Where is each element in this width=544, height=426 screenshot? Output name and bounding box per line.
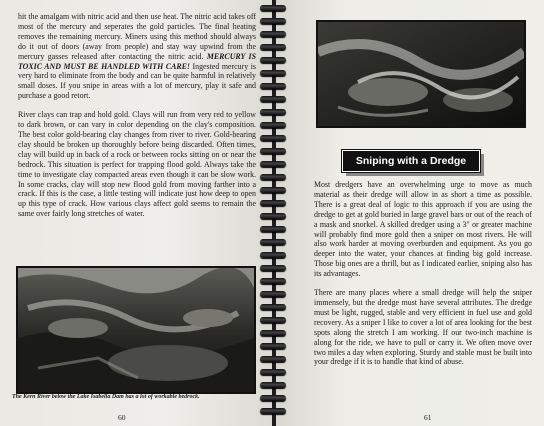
binding-ring [258, 82, 288, 91]
binding-ring [258, 381, 288, 390]
binding-ring [258, 186, 288, 195]
left-text-block [18, 12, 256, 228]
binding-ring [258, 251, 288, 260]
section-heading: Sniping with a Dredge [342, 150, 480, 172]
binding-ring [258, 30, 288, 39]
dredge-photo [316, 20, 526, 128]
binding-ring [258, 147, 288, 156]
left-paragraph-1: hit the amalgam with nitric acid and then use heat. The nitric acid takes off most of the mercury and seperates the gold particles. The final heating removes the remaining mercury. Miners using this method should always do it out of doors (away from people) and stay way upwind from the mercury gasses released after contacting the nitric acid. MERCURY IS TOXIC AND MUST BE HANDLED WITH CARE! Ingested mercury is very hard to eliminate from the body and can be quite harmful in relatively small doses. If you snipe in areas with a lot of mercury, play it safe and purchase a good retort. [18, 12, 256, 101]
binding-ring [258, 212, 288, 221]
binding-ring [258, 342, 288, 351]
binding-ring [258, 69, 288, 78]
river-rocks-image [318, 22, 524, 126]
binding-ring [258, 290, 288, 299]
binding-ring [258, 17, 288, 26]
kern-river-photo [16, 266, 256, 394]
binding-ring [258, 264, 288, 273]
page-number-left: 60 [118, 413, 126, 422]
photo-caption: The Kern River below the Lake Isabella Dam has a lot of workable bedrock. [12, 394, 200, 400]
binding-ring [258, 316, 288, 325]
binding-ring [258, 56, 288, 65]
binding-ring [258, 329, 288, 338]
binding-ring [258, 303, 288, 312]
binding-ring [258, 355, 288, 364]
right-page [276, 0, 544, 426]
binding-ring [258, 43, 288, 52]
binding-ring [258, 160, 288, 169]
binding-ring [258, 394, 288, 403]
binding-ring [258, 238, 288, 247]
binding-ring [258, 225, 288, 234]
binding-ring [258, 4, 288, 13]
mercury-warning: MERCURY IS TOXIC AND MUST BE HANDLED WITH CARE! [18, 51, 256, 71]
right-text-block [314, 180, 532, 376]
left-paragraph-2: River clays can trap and hold gold. Clays will run from very red to yellow to dark brown, or can vary in color depending on the clay's composition. The best color gold-bearing clay changes from river to river. Gold-bearing clay should be broken up thoroughly before being discarded. Often times, clay will build up in back of a rock or between rocks sitting on or near the bedrock. This situation is perfect for trapping flood gold. Always take the time to investigate clay compacted areas even though it can be slow work. In some cracks, clay will stop new flood gold from moving farther into a crack. If this is the case, a little testing will indicate just how deep to open up this type of crack. How various clays affect gold seems to remain the same over fairly long stretches of water. [18, 110, 256, 219]
binding-ring [258, 121, 288, 130]
right-paragraph-1: Most dredgers have an overwhelming urge to move as much material as their dredge will allow in as short a time as possible. There is a great deal of logic to this approach if you are using the dredge to get at gold buried in large gravel bars or out of the reach of a mask and snorkel. A skilled dredger using a 3" or greater machine will probably find more gold then a sniper on most rivers. He will also work harder at moving overburden and equipment. As you go deeper into the water, your chances at finding big gold increase. Those big ones are a thrill, but as I indicated earlier, sniping also has its advantages. [314, 180, 532, 279]
spiral-binding [258, 0, 288, 426]
binding-ring [258, 199, 288, 208]
binding-ring [258, 173, 288, 182]
binding-ring [258, 277, 288, 286]
binding-ring [258, 108, 288, 117]
right-paragraph-2: There are many places where a small dredge will help the sniper immensely, but the dredge must have several attributes. The dredge must be light, rugged, stable and very efficient in fuel use and gold recovery. As a sniper I like to cover a lot of area looking for the best spots along the stretch I am working. If our two-inch machine is along for the ride, we have to pull or carry it. We often move over two miles a day when exploring. Sturdy and stable must be built into your dredge if it is to handle that kind of abuse. [314, 288, 532, 367]
page-number-right: 61 [424, 413, 432, 422]
river-bedrock-image [18, 268, 254, 392]
binding-ring [258, 95, 288, 104]
binding-ring [258, 134, 288, 143]
binding-ring [258, 368, 288, 377]
binding-ring [258, 407, 288, 416]
